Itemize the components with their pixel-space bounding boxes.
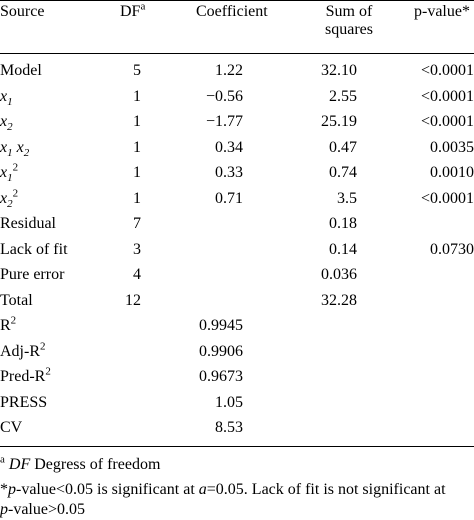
table-row-sum-of-squares: 32.10 [321, 62, 357, 79]
table-row-coefficient: 0.34 [215, 138, 243, 156]
table-bottom-rule [0, 446, 474, 447]
table-row-sum-of-squares: 3.5 [337, 189, 357, 207]
table-row-coefficient: 0.33 [215, 164, 243, 181]
table-row-pvalue: <0.0001 [420, 113, 474, 130]
header-df-label: DF [120, 3, 141, 20]
table-row-coefficient: −0.56 [205, 87, 243, 105]
stat-value: 8.53 [215, 419, 243, 436]
header-pvalue: p-value* [414, 3, 470, 20]
table-row-source: Lack of fit [0, 240, 68, 258]
table-top-rule [0, 0, 474, 1]
table-row-sum-of-squares: 32.28 [321, 291, 357, 309]
header-ss-line2: squares [325, 21, 373, 38]
table-row-sum-of-squares: 0.14 [329, 240, 357, 258]
stat-label: CV [0, 419, 23, 436]
footnote-significance-line1: *p-value<0.05 is significant at a=0.05. Lack of fit is not significant at [0, 481, 446, 498]
table-row-source: $x_1^2$ [0, 161, 19, 185]
header-sum-of-squares [314, 3, 384, 39]
table-row-source: Total [0, 291, 33, 309]
table-row-df: 1 [133, 138, 141, 156]
table-row-pvalue: <0.0001 [420, 189, 474, 207]
header-df-sup: a [140, 0, 146, 13]
table-row-source: $x_2^2$ [0, 187, 19, 210]
table-row-sum-of-squares: 2.55 [329, 87, 357, 105]
table-row-df: 1 [133, 87, 141, 105]
table-row-sum-of-squares: 25.19 [321, 113, 357, 130]
stat-label: PRESS [0, 393, 48, 411]
table-row-df: 1 [133, 189, 141, 207]
table-row-source: Residual [0, 215, 56, 232]
table-row-sum-of-squares: 0.47 [329, 138, 357, 156]
stat-value: 0.9673 [199, 368, 243, 385]
footnote-df [0, 453, 161, 474]
table-row-source: $x_1$ [0, 87, 13, 108]
table-row-df: 4 [133, 266, 141, 283]
table-row-source: Pure error [0, 266, 65, 283]
table-row-source: Model [0, 62, 42, 79]
table-row-coefficient: 1.22 [215, 62, 243, 79]
footnote-df-mark: a [0, 453, 5, 466]
stat-label: $R^2$ [0, 314, 17, 334]
stat-value: 1.05 [215, 393, 243, 411]
table-row-source: $x_2$ [0, 113, 13, 134]
table-row-coefficient: 0.71 [215, 189, 243, 207]
table-row-pvalue: <0.0001 [420, 62, 474, 79]
table-row-pvalue: 0.0730 [430, 240, 474, 258]
table-row-pvalue: 0.0035 [430, 138, 474, 156]
table-row-df: 1 [133, 164, 141, 181]
stat-value: 0.9906 [199, 342, 243, 360]
header-rule [0, 53, 474, 54]
stat-label: Adj-$R^2$ [0, 340, 46, 360]
footnote-df-text: Degress of freedom [30, 456, 161, 473]
table-row-df: 12 [125, 291, 141, 309]
table-row-pvalue: <0.0001 [420, 87, 474, 105]
table-row-df: 7 [133, 215, 141, 232]
table-row-sum-of-squares: 0.18 [329, 215, 357, 232]
footnote-df-abbr: DF [8, 456, 31, 473]
header-df [120, 0, 146, 21]
stat-label: Pred-$R^2$ [0, 365, 51, 385]
table-row-coefficient: −1.77 [205, 113, 243, 130]
table-row-pvalue: 0.0010 [430, 164, 474, 181]
table-row-sum-of-squares: 0.74 [329, 164, 357, 181]
table-row-source: $x_1$ $x_2$ [0, 138, 30, 159]
footnote-significance-line2: p-value>0.05 [0, 501, 85, 518]
header-source: Source [0, 3, 45, 20]
table-row-df: 3 [133, 240, 141, 258]
table-row-df: 1 [133, 113, 141, 130]
header-coefficient: Coefficient [196, 3, 268, 20]
table-row-df: 5 [133, 62, 141, 79]
table-row-sum-of-squares: 0.036 [321, 266, 357, 283]
header-ss-line1: Sum of [325, 3, 373, 20]
stat-value: 0.9945 [199, 317, 243, 334]
